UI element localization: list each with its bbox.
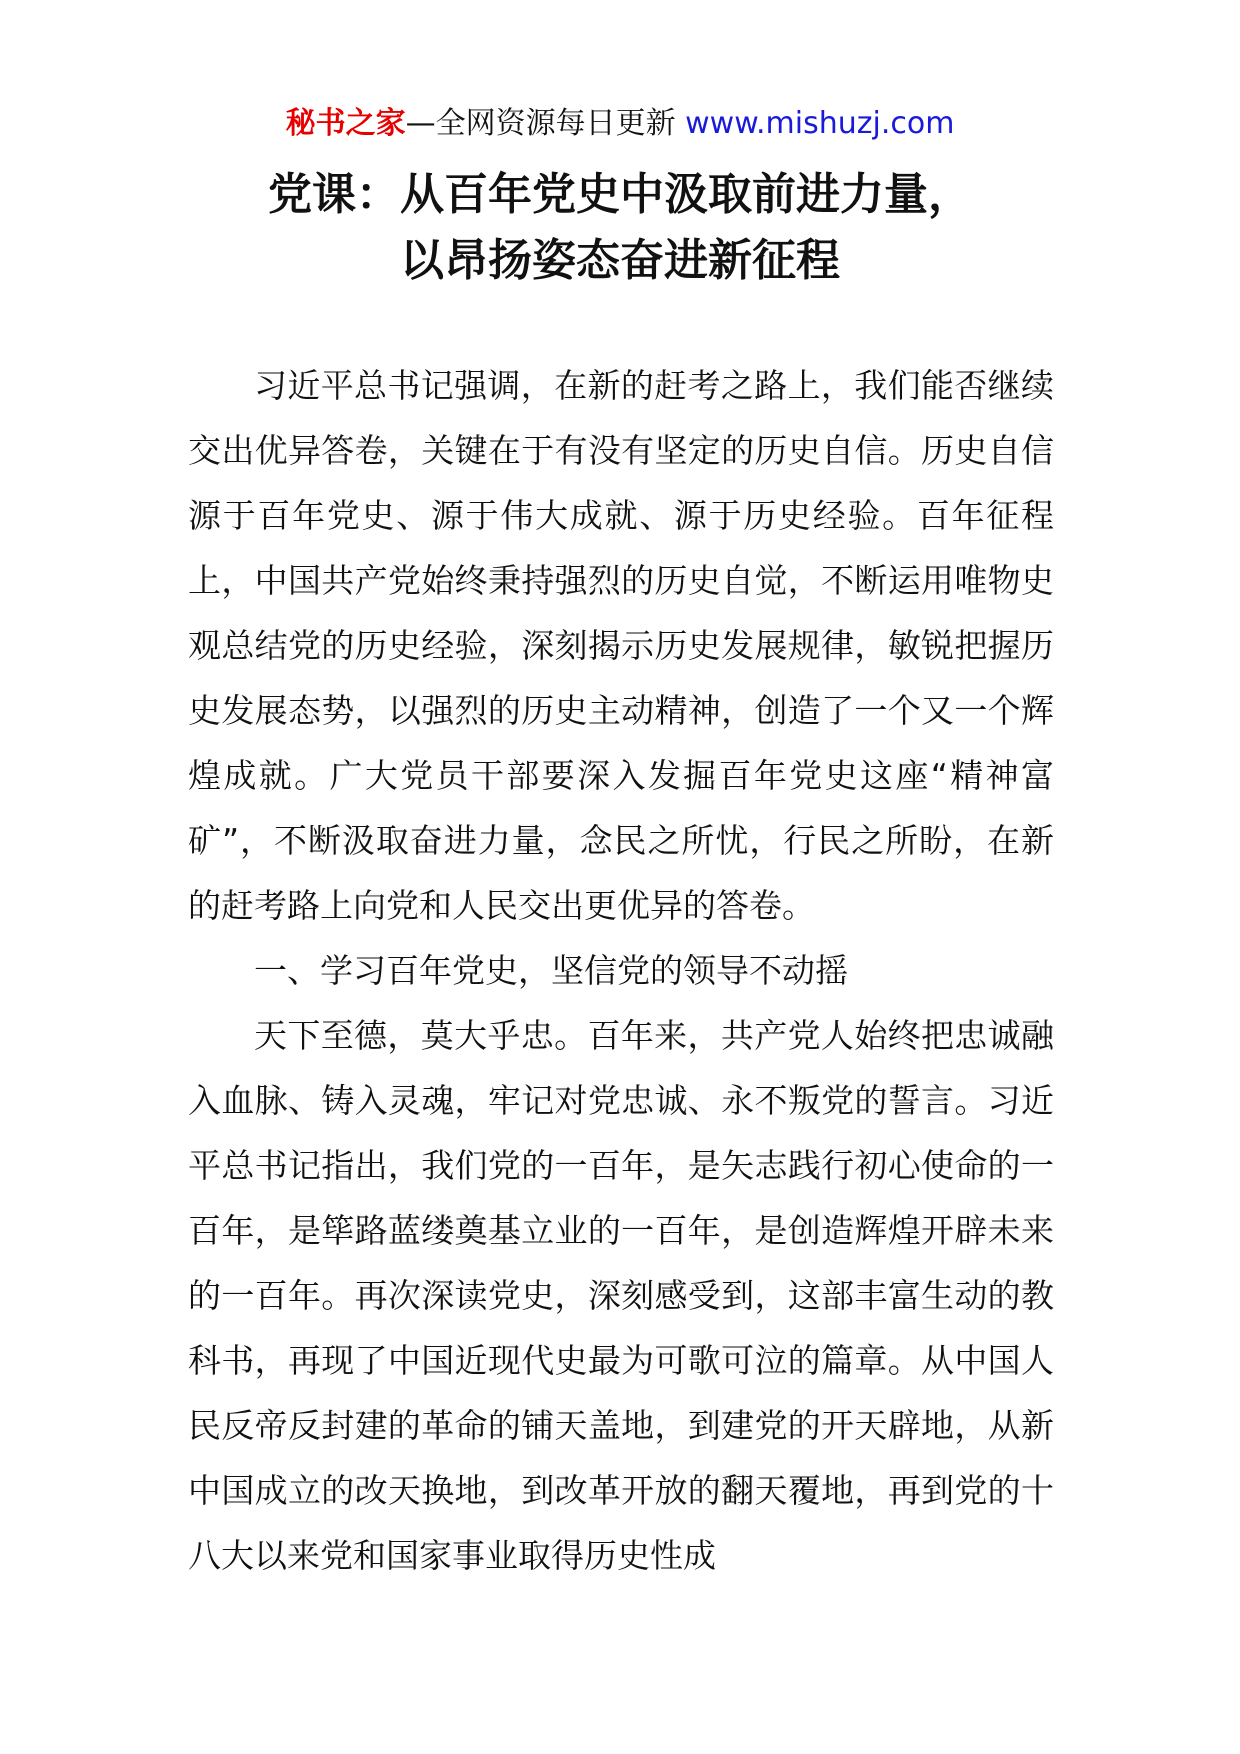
- body-paragraph-1: 习近平总书记强调，在新的赶考之路上，我们能否继续交出优异答卷，关键在于有没有坚定的历史自信。历史自信源于百年党史、源于伟大成就、源于历史经验。百年征程上，中国共产党始终秉持强烈的历史自觉，不断运用唯物史观总结党的历史经验，深刻揭示历史发展规律，敏锐把握历史发展态势，以强烈的历史主动精神，创造了一个又一个辉煌成就。广大党员干部要深入发掘百年党史这座“精神富矿”，不断汲取奋进力量，念民之所忧，行民之所盼，在新的赶考路上向党和人民交出更优异的答卷。: [188, 366, 1054, 925]
- document-body: [188, 353, 1054, 1588]
- header-slogan: —全网资源每日更新: [405, 106, 676, 141]
- document-title: [0, 162, 1240, 294]
- title-line-1: 党课：从百年党史中汲取前进力量，: [268, 169, 972, 220]
- title-line-2: 以昂扬姿态奋进新征程: [400, 235, 840, 286]
- watermark-header: [0, 100, 1240, 148]
- section-heading-1: 一、学习百年党史，坚信党的领导不动摇: [254, 951, 848, 990]
- brand-name: 秘书之家: [285, 106, 406, 141]
- header-url-link[interactable]: www.mishuzj.com: [685, 106, 955, 141]
- body-paragraph-2: 天下至德，莫大乎忠。百年来，共产党人始终把忠诚融入血脉、铸入灵魂，牢记对党忠诚、永不叛党的誓言。习近平总书记指出，我们党的一百年，是矢志践行初心使命的一百年，是筚路蓝缕奠基立业的一百年，是创造辉煌开辟未来的一百年。再次深读党史，深刻感受到，这部丰富生动的教科书，再现了中国近现代史最为可歌可泣的篇章。从中国人民反帝反封建的革命的铺天盖地，到建党的开天辟地，从新中国成立的改天换地，到改革开放的翻天覆地，再到党的十八大以来党和国家事业取得历史性成: [188, 1016, 1054, 1575]
